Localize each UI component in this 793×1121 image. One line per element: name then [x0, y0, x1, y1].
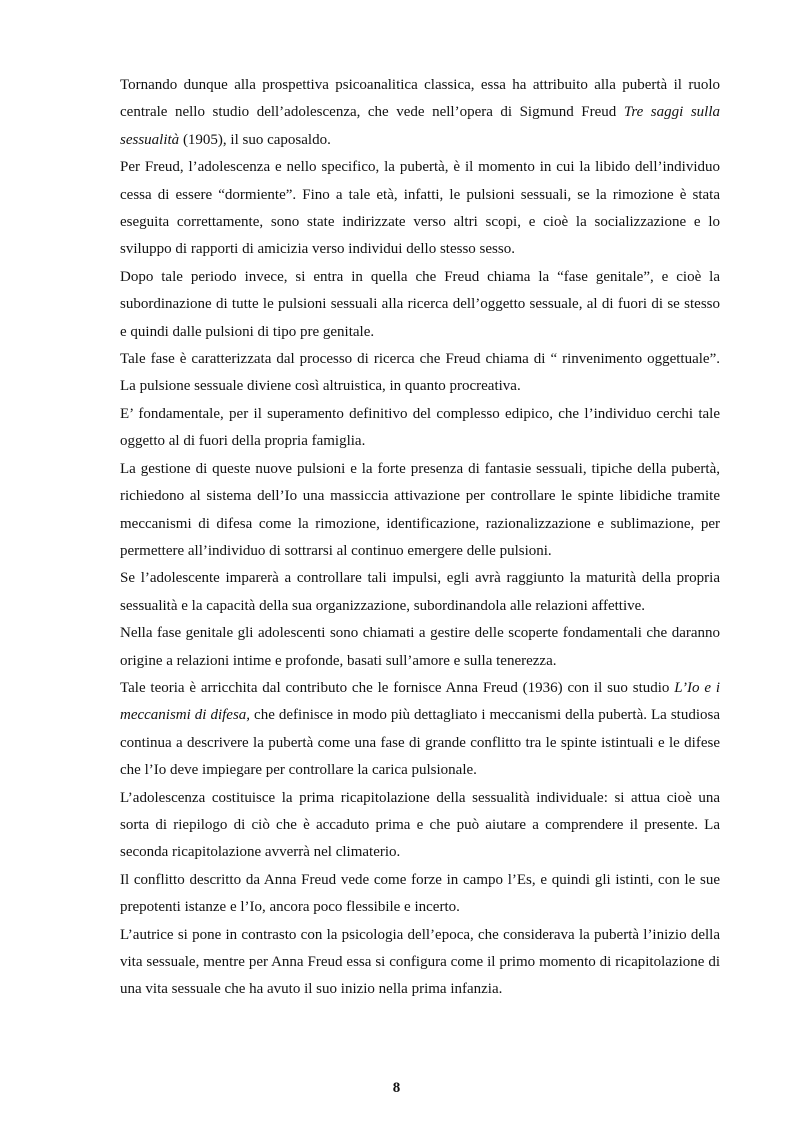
paragraph-text: Per Freud, l’adolescenza e nello specifico, la pubertà, è il momento in cui la libido dell’individuo cessa di essere “dormiente”. Fino a tale età, infatti, le pulsioni sessuali, se la rimozione è stata eseguita correttamente, sono state indirizzate verso altri scopi, e cioè la socializzazione e lo sviluppo di rapporti di amicizia verso individui dello stesso sesso. — [120, 159, 720, 258]
paragraph-text: La gestione di queste nuove pulsioni e la forte presenza di fantasie sessuali, tipiche della pubertà, richiedono al sistema dell’Io una massiccia attivazione per controllare le spinte libidiche tramite meccanismi di difesa come la rimozione, identificazione, razionalizzazione e sublimazione, per permettere all’individuo di sottrarsi al continuo emergere delle pulsioni. — [120, 460, 720, 559]
paragraph-9 — [120, 675, 720, 785]
paragraph-10 — [120, 785, 720, 867]
paragraph-5 — [120, 401, 720, 456]
paragraph-6 — [120, 456, 720, 566]
paragraph-text: (1905), il suo caposaldo. — [179, 131, 331, 148]
page-number: 8 — [392, 1080, 401, 1096]
paragraph-text: Se l’adolescente imparerà a controllare tali impulsi, egli avrà raggiunto la maturità della propria sessualità e la capacità della sua organizzazione, subordinandola alle relazioni affettive. — [120, 570, 720, 614]
paragraph-text: Dopo tale periodo invece, si entra in quella che Freud chiama la “fase genitale”, e cioè la subordinazione di tutte le pulsioni sessuali alla ricerca dell’oggetto sessuale, al di fuori di se stesso e quindi dalle pulsioni di tipo pre genitale. — [120, 268, 720, 340]
paragraph-7 — [120, 565, 720, 620]
paragraph-1 — [120, 72, 720, 154]
paragraph-3 — [120, 264, 720, 346]
paragraph-text: Tale fase è caratterizzata dal processo di ricerca che Freud chiama di “ rinvenimento oggettuale”. La pulsione sessuale diviene così altruistica, in quanto procreativa. — [120, 351, 720, 395]
page-body — [120, 72, 720, 1004]
book-title: Tre saggi sulla sessualità — [120, 104, 720, 148]
paragraph-12 — [120, 922, 720, 1004]
paragraph-2 — [120, 154, 720, 264]
paragraph-text: Tornando dunque alla prospettiva psicoanalitica classica, essa ha attribuito alla pubertà il ruolo centrale nello studio dell’adolescenza, che vede nell’opera di Sigmund Freud — [120, 77, 720, 121]
book-title: L’Io e i meccanismi di difesa, — [120, 679, 720, 724]
paragraph-8 — [120, 620, 720, 675]
paragraph-text: E’ fondamentale, per il superamento definitivo del complesso edipico, che l’individuo cerchi tale oggetto al di fuori della propria famiglia. — [120, 405, 720, 450]
paragraph-4 — [120, 346, 720, 401]
paragraph-text: Tale teoria è arricchita dal contributo che le fornisce Anna Freud (1936) con il suo studio — [120, 679, 675, 696]
paragraph-text: L’adolescenza costituisce la prima ricapitolazione della sessualità individuale: si attua cioè una sorta di riepilogo di ciò che è accaduto prima e che può aiutare a comprendere il presente. La seconda ricapitolazione avverrà nel climaterio. — [120, 789, 720, 861]
paragraph-text: Nella fase genitale gli adolescenti sono chiamati a gestire delle scoperte fondamentali che daranno origine a relazioni intime e profonde, basati sull’amore e sulla tenerezza. — [120, 625, 720, 669]
paragraph-text: Il conflitto descritto da Anna Freud vede come forze in campo l’Es, e quindi gli istinti, con le sue prepotenti istanze e l’Io, ancora poco flessibile e incerto. — [120, 871, 720, 916]
paragraph-text: L’autrice si pone in contrasto con la psicologia dell’epoca, che considerava la pubertà l’inizio della vita sessuale, mentre per Anna Freud essa si configura come il primo momento di ricapitolazione di una vita sessuale che ha avuto il suo inizio nella prima infanzia. — [120, 926, 720, 998]
paragraph-11 — [120, 867, 720, 922]
paragraph-text: che definisce in modo più dettagliato i meccanismi della pubertà. La studiosa continua a descrivere la pubertà come una fase di grande conflitto tra le spinte istintuali e le difese che l’Io deve impiegare per controllare la carica pulsionale. — [120, 707, 720, 779]
